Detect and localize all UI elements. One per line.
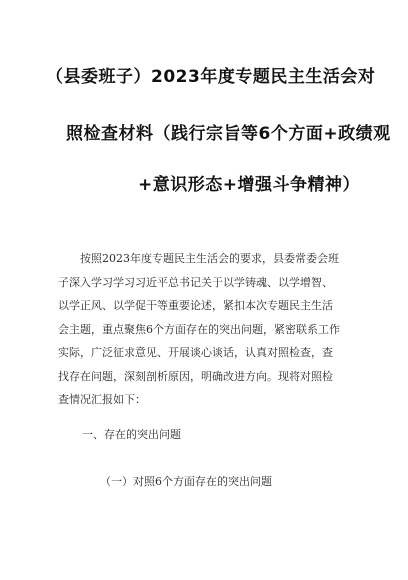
intro-paragraph — [58, 247, 358, 412]
section-heading: 一、存在的突出问题 — [82, 428, 181, 441]
intro-line: 实际，广泛征求意见、开展谈心谈话，认真对照检查，查 — [58, 346, 333, 359]
intro-line: 查情况汇报如下： — [58, 393, 146, 406]
intro-line: 子深入学习学习习近平总书记关于以学铸魂、以学增智、 — [58, 275, 333, 289]
document-title-line-3: +意识形态+增强斗争精神） — [138, 175, 360, 195]
document-title-line-2: 照检查材料（践行宗旨等6个方面+政绩观 — [66, 124, 391, 144]
document-title-line-1: （县委班子）2023年度专题民主生活会对 — [46, 67, 376, 87]
intro-line: 会主题，重点聚焦6个方面存在的突出问题，紧密联系工作 — [58, 322, 340, 336]
intro-line: 以学正风、以学促干等重要论述，紧扣本次专题民主生活 — [58, 299, 333, 312]
intro-line: 按照2023年度专题民主生活会的要求，县委常委会班 — [80, 252, 339, 265]
subsection-heading: （一）对照6个方面存在的突出问题 — [100, 475, 272, 488]
intro-line: 找存在问题，深刻剖析原因，明确改进方向。现将对照检 — [58, 369, 333, 383]
